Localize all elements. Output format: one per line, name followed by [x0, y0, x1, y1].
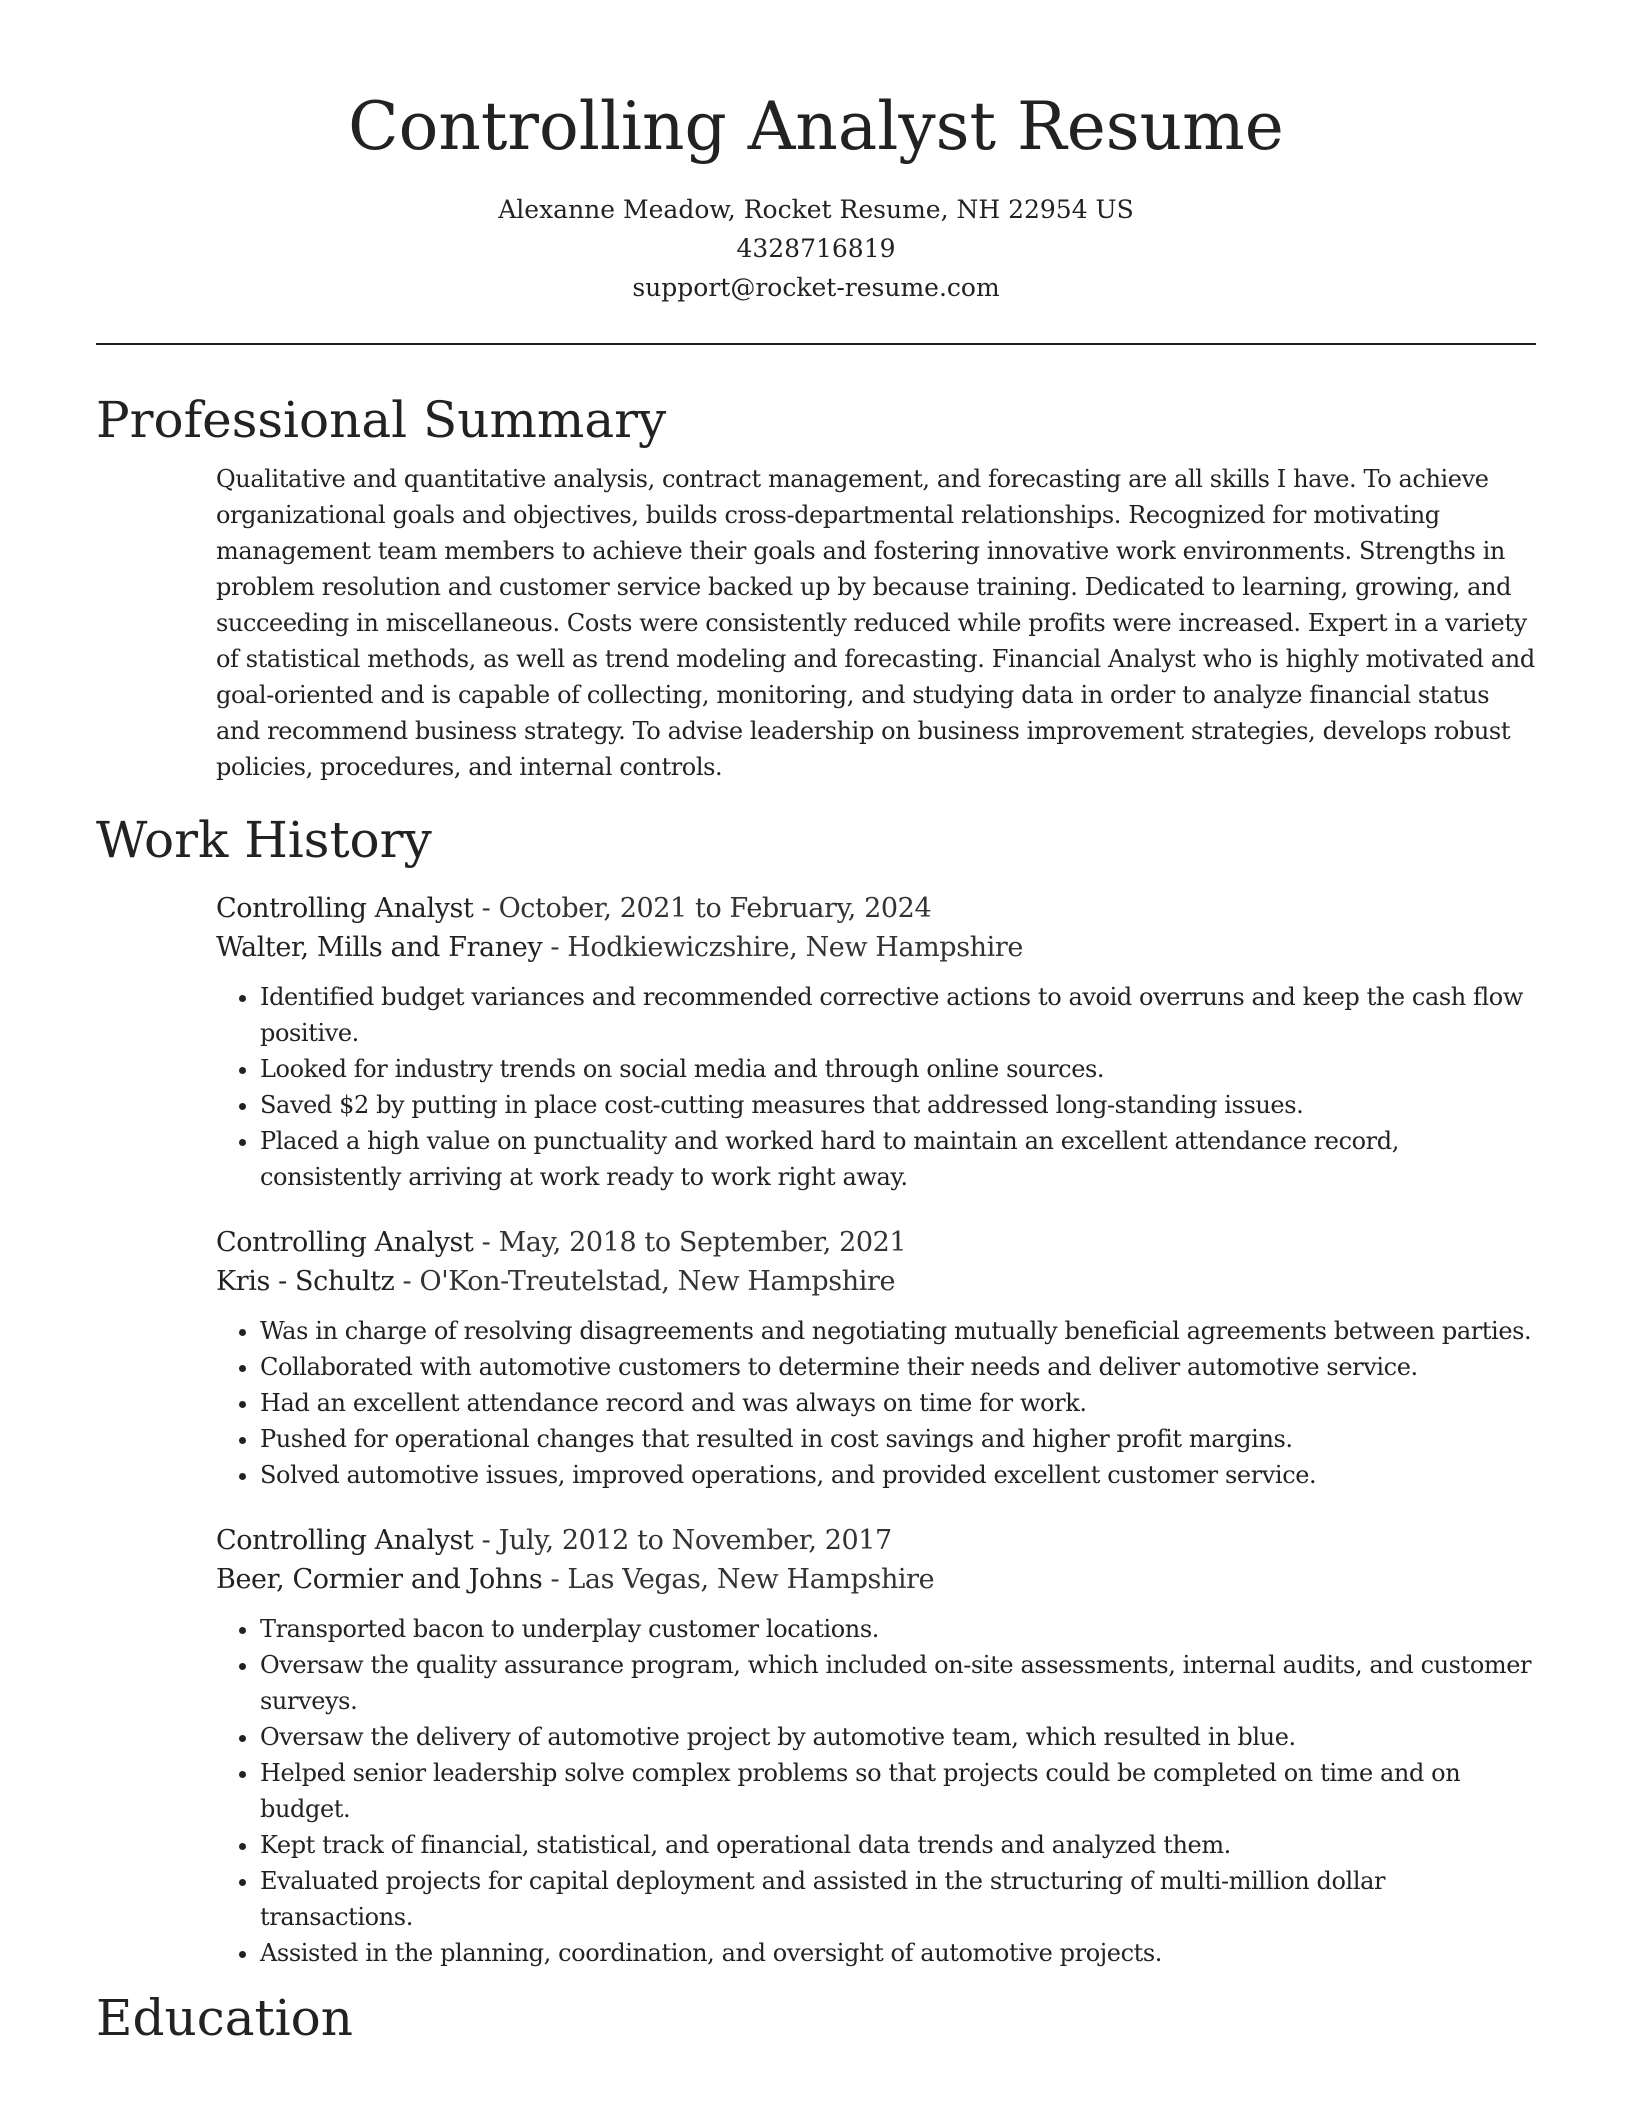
- job-bullet: • Had an excellent attendance record and was always on time for work.: [260, 1385, 1536, 1421]
- job-bullet: • Saved $2 by putting in place cost-cutting measures that addressed long-standing issues.: [260, 1087, 1536, 1123]
- job-bullets: [216, 1313, 1536, 1493]
- work-history-heading: Work History: [96, 811, 432, 869]
- job-company-line: [216, 1560, 1536, 1599]
- job-company-line: [216, 1262, 1536, 1301]
- job-bullet: • Evaluated projects for capital deployment and assisted in the structuring of multi-million dollar transactions.: [260, 1863, 1536, 1935]
- job-dates: May, 2018 to September, 2021: [498, 1227, 907, 1258]
- header-divider: [96, 343, 1536, 345]
- contact-phone: 4328716819: [736, 234, 896, 263]
- job-bullet: • Pushed for operational changes that resulted in cost savings and higher profit margins.: [260, 1421, 1536, 1457]
- separator: -: [542, 932, 568, 963]
- resume-page: [96, 0, 1536, 2051]
- job-bullet: • Oversaw the delivery of automotive project by automotive team, which resulted in blue.: [260, 1719, 1536, 1755]
- job-company: Walter, Mills and Franey: [216, 932, 543, 963]
- job-title-line: [216, 889, 1536, 928]
- job-title-line: [216, 1223, 1536, 1262]
- job-bullets: [216, 979, 1536, 1195]
- job-bullet: • Looked for industry trends on social media and through online sources.: [260, 1051, 1536, 1087]
- contact-email: support@rocket-resume.com: [632, 273, 1000, 302]
- job-entry: [216, 1223, 1536, 1493]
- job-bullets: [216, 1611, 1536, 1971]
- contact-address: Alexanne Meadow, Rocket Resume, NH 22954 US: [498, 195, 1134, 224]
- job-bullet: • Was in charge of resolving disagreements and negotiating mutually beneficial agreements between parties.: [260, 1313, 1536, 1349]
- separator: -: [473, 893, 499, 924]
- separator: -: [473, 1227, 499, 1258]
- job-bullet: • Solved automotive issues, improved operations, and provided excellent customer service.: [260, 1457, 1536, 1493]
- separator: -: [542, 1564, 568, 1595]
- job-company-line: [216, 928, 1536, 967]
- summary-text: Qualitative and quantitative analysis, contract management, and forecasting are all skills I have. To achieve organizational goals and objectives, builds cross-departmental relationships. Recognized for motivating management team members to achieve their goals and fostering innovative work environments. Strengths in problem resolution and customer service backed up by because training. Dedicated to learning, growing, and succeeding in miscellaneous. Costs were consistently reduced while profits were increased. Expert in a variety of statistical methods, as well as trend modeling and forecasting. Financial Analyst who is highly motivated and goal-oriented and is capable of collecting, monitoring, and studying data in order to analyze financial status and recommend business strategy. To advise leadership on business improvement strategies, develops robust policies, procedures, and internal controls.: [216, 465, 1535, 781]
- job-title-line: [216, 1521, 1536, 1560]
- job-entry: [216, 1521, 1536, 1971]
- job-company: Beer, Cormier and Johns: [216, 1564, 543, 1595]
- separator: -: [473, 1525, 499, 1556]
- separator: -: [394, 1266, 420, 1297]
- job-dates: July, 2012 to November, 2017: [498, 1525, 892, 1556]
- job-entry: [216, 889, 1536, 1195]
- job-dates: October, 2021 to February, 2024: [498, 893, 932, 924]
- job-bullet: • Oversaw the quality assurance program, which included on-site assessments, internal audits, and customer surveys.: [260, 1647, 1536, 1719]
- job-bullet: • Identified budget variances and recommended corrective actions to avoid overruns and keep the cash flow positive.: [260, 979, 1536, 1051]
- job-location: Hodkiewiczshire, New Hampshire: [567, 932, 1023, 963]
- job-company: Kris - Schultz: [216, 1266, 395, 1297]
- job-bullet: • Assisted in the planning, coordination, and oversight of automotive projects.: [260, 1935, 1536, 1971]
- job-bullet: • Placed a high value on punctuality and worked hard to maintain an excellent attendance record, consistently arriving at work ready to work right away.: [260, 1123, 1536, 1195]
- job-location: Las Vegas, New Hampshire: [567, 1564, 935, 1595]
- job-role: Controlling Analyst: [216, 1525, 474, 1556]
- resume-title: Controlling Analyst Resume: [348, 88, 1284, 165]
- contact-block: [96, 190, 1536, 307]
- job-bullet: • Kept track of financial, statistical, and operational data trends and analyzed them.: [260, 1827, 1536, 1863]
- job-role: Controlling Analyst: [216, 893, 474, 924]
- job-bullet: • Collaborated with automotive customers to determine their needs and deliver automotive service.: [260, 1349, 1536, 1385]
- education-heading: Education: [96, 1989, 353, 2047]
- job-location: O'Kon-Treutelstad, New Hampshire: [419, 1266, 896, 1297]
- summary-heading: Professional Summary: [96, 391, 667, 449]
- job-bullet: • Helped senior leadership solve complex problems so that projects could be completed on time and on budget.: [260, 1755, 1536, 1827]
- job-bullet: • Transported bacon to underplay customer locations.: [260, 1611, 1536, 1647]
- job-role: Controlling Analyst: [216, 1227, 474, 1258]
